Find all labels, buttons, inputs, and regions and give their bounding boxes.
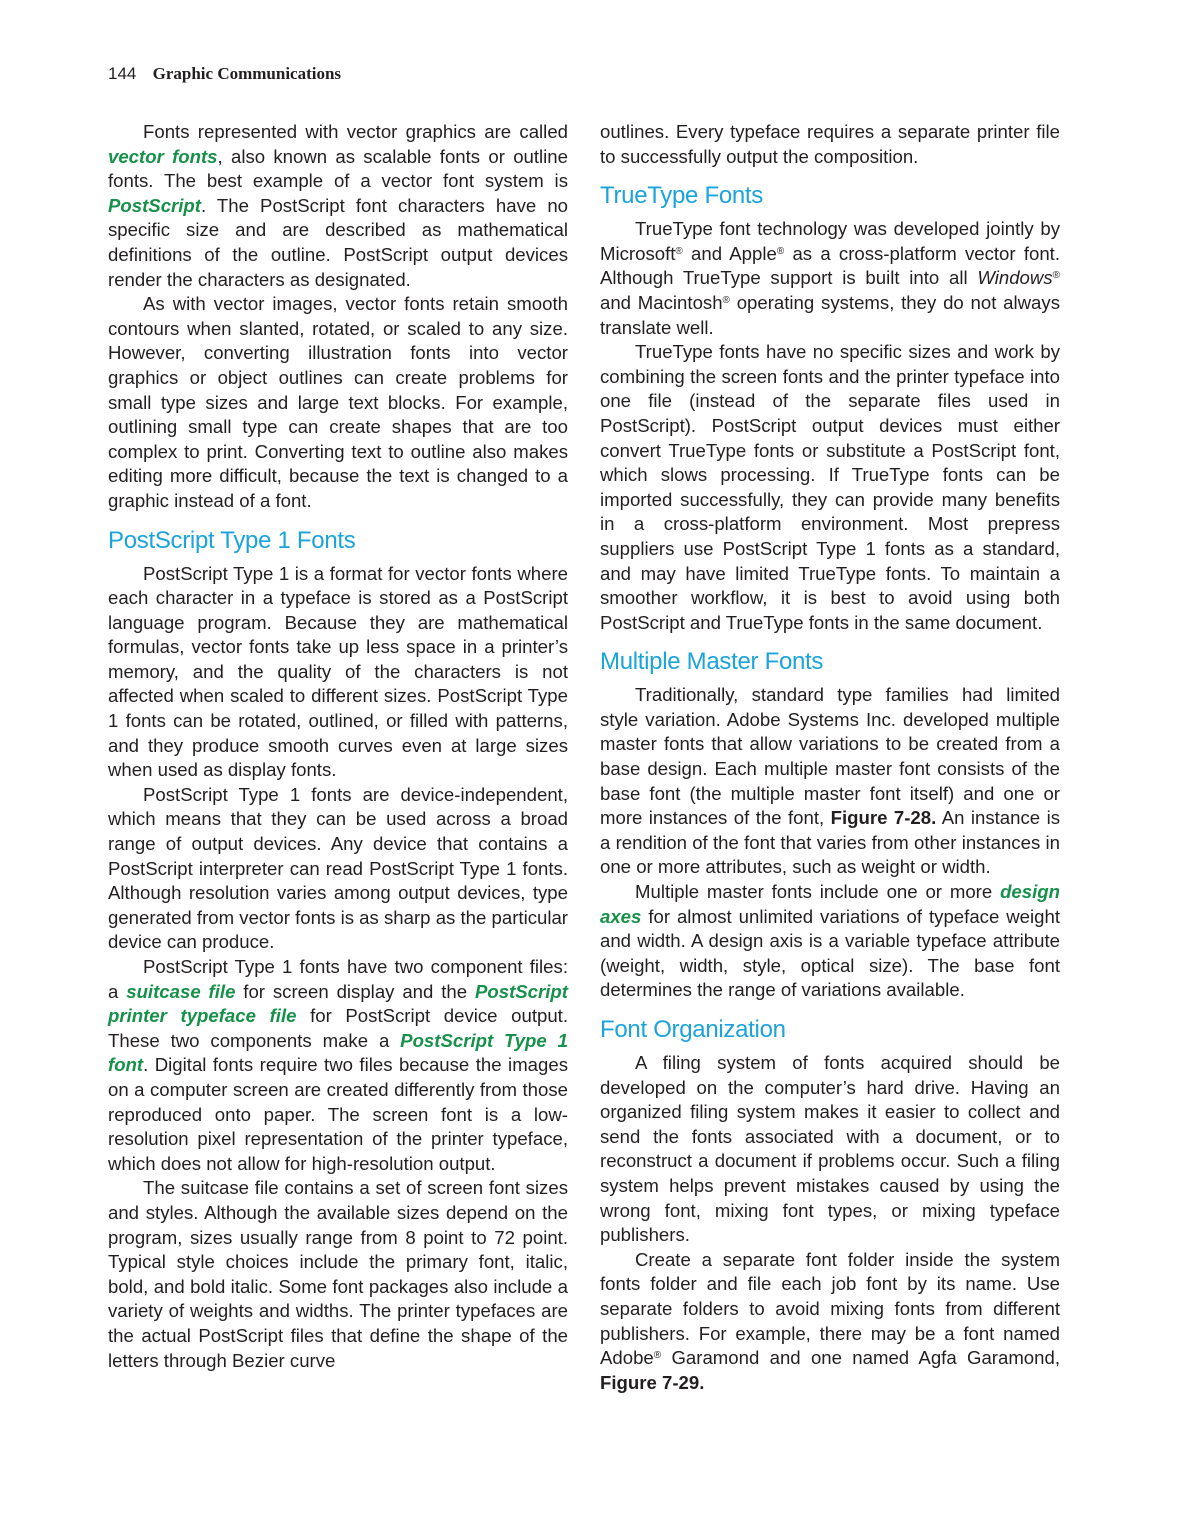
text: . Digital fonts require two files because the images on a computer screen are created differently from those reproduced onto paper. The screen font is a low-resolution pixel representation of the printer typeface, which does not allow for high-resolution output. <box>108 1054 568 1174</box>
paragraph <box>600 217 1060 340</box>
running-header <box>108 64 341 84</box>
registered-mark: ® <box>653 1350 662 1362</box>
italic-text: Windows <box>977 267 1053 289</box>
section-heading: Font Organization <box>600 1016 786 1043</box>
right-column <box>600 120 1060 1395</box>
registered-mark: ® <box>1052 270 1060 282</box>
figure-reference: Figure 7-28. <box>830 807 937 829</box>
paragraph <box>108 955 568 1176</box>
paragraph: outlines. Every typeface requires a separate printer file to successfully output the composition. <box>600 121 1060 167</box>
registered-mark: ® <box>776 245 785 257</box>
key-term: PostScript <box>108 194 201 216</box>
section-heading: TrueType Fonts <box>600 182 763 210</box>
text: operating systems, they do not always translate well. <box>600 291 1060 338</box>
paragraph <box>108 120 568 292</box>
paragraph: The suitcase file contains a set of screen font sizes and styles. Although the available sizes depend on the program, sizes usually range from 8 point to 72 point. Typical style choices include the primary font, italic, bold, and bold italic. Some font packages also include a variety of weights and widths. The printer typefaces are the actual PostScript files that define the shape of the letters through Bezier curve <box>108 1177 568 1371</box>
text: and Macintosh <box>600 291 723 313</box>
text: An instance is a rendition of the font that varies from other instances in one or more attributes, such as weight or width. <box>600 807 1060 878</box>
paragraph: PostScript Type 1 is a format for vector fonts where each character in a typeface is stored as a PostScript language program. Because they are mathematical formulas, vector fonts take up less space in a printer’s memory, and the quality of the characters is not affected when scaled to different sizes. PostScript Type 1 fonts can be rotated, outlined, or filled with patterns, and they produce smooth curves even at large sizes when used as display fonts. <box>108 562 568 781</box>
text: for PostScript device output. These two components make a <box>108 1005 568 1051</box>
section-heading: PostScript Type 1 Fonts <box>108 526 356 554</box>
paragraph <box>600 880 1060 1003</box>
key-term: vector fonts <box>108 145 218 167</box>
key-term: design axes <box>600 881 1060 927</box>
figure-reference: Figure 7-29. <box>600 1371 705 1393</box>
text: TrueType font technology was developed jointly by Microsoft <box>600 218 1060 264</box>
paragraph: TrueType fonts have no specific sizes and work by combining the screen fonts and the printer typeface into one file (instead of the separate files used in PostScript). PostScript output devices must either convert TrueType fonts or substitute a PostScript font, which slows processing. If TrueType fonts can be imported successfully, they can provide many benefits in a cross-platform environment. Most prepress suppliers use PostScript Type 1 fonts as a standard, and may have limited TrueType fonts. To maintain a smoother workflow, it is best to avoid using both PostScript and TrueType fonts in the same document. <box>600 341 1060 633</box>
text: for screen display and the <box>235 980 475 1002</box>
page-number: 144 <box>108 64 137 83</box>
text: Fonts represented with vector graphics are called <box>143 121 568 142</box>
registered-mark: ® <box>722 294 730 306</box>
registered-mark: ® <box>675 245 683 257</box>
text: Multiple master fonts include one or more <box>635 881 1001 903</box>
section-heading: Multiple Master Fonts <box>600 648 824 676</box>
paragraph <box>600 1248 1060 1396</box>
key-term: PostScript printer typeface file <box>108 980 568 1027</box>
text: Traditionally, standard type families had limited style variation. Adobe Systems Inc. developed multiple master fonts that allow variations to be created from a base design. Each multiple master font consists of the base font (the multiple master font itself) and one or more instances of the font, <box>600 684 1060 829</box>
left-column <box>108 120 568 1373</box>
text: for almost unlimited variations of typeface weight and width. A design axis is a variable typeface attribute (weight, width, style, optical size). The base font determines the range of variations available. <box>600 905 1060 1001</box>
key-term: suitcase file <box>126 980 236 1002</box>
text: and Apple <box>682 242 777 264</box>
text: , also known as scalable fonts or outline fonts. The best example of a vector font system is <box>108 145 568 192</box>
text: . The PostScript font characters have no specific size and are described as mathematical definitions of the outline. PostScript output devices render the characters as designated. <box>108 194 568 290</box>
paragraph: A filing system of fonts acquired should be developed on the computer’s hard drive. Having an organized filing system makes it easier to collect and send the fonts associated with a document, or to reconstruct a document if problems occur. Such a filing system helps prevent mistakes caused by using the wrong font, mixing font types, or mixing typeface publishers. <box>600 1052 1060 1246</box>
text: Create a separate font folder inside the system fonts folder and file each job font by its name. Use separate folders to avoid mixing fonts from different publishers. For example, there may be a font named Adobe <box>600 1248 1060 1369</box>
book-title: Graphic Communications <box>152 64 342 83</box>
paragraph: PostScript Type 1 fonts are device-independent, which means that they can be used across a broad range of output devices. Any device that contains a PostScript interpreter can read PostScript Type 1 fonts. Although resolution varies among output devices, type generated from vector fonts is as sharp as the particular device can produce. <box>108 783 568 953</box>
text: Garamond and one named Agfa Garamond, <box>661 1347 1060 1369</box>
text: PostScript Type 1 fonts have two component files: a <box>108 956 568 1002</box>
paragraph: As with vector images, vector fonts retain smooth contours when slanted, rotated, or scaled to any size. However, converting illustration fonts into vector graphics or object outlines can create problems for small type sizes and large text blocks. For example, outlining small type can create shapes that are too complex to print. Converting text to outline also makes editing more difficult, because the text is changed to a graphic instead of a font. <box>108 293 568 511</box>
text: as a cross-platform vector font. Although TrueType support is built into all <box>600 242 1061 289</box>
key-term: PostScript Type 1 font <box>108 1029 568 1076</box>
paragraph <box>600 683 1060 880</box>
